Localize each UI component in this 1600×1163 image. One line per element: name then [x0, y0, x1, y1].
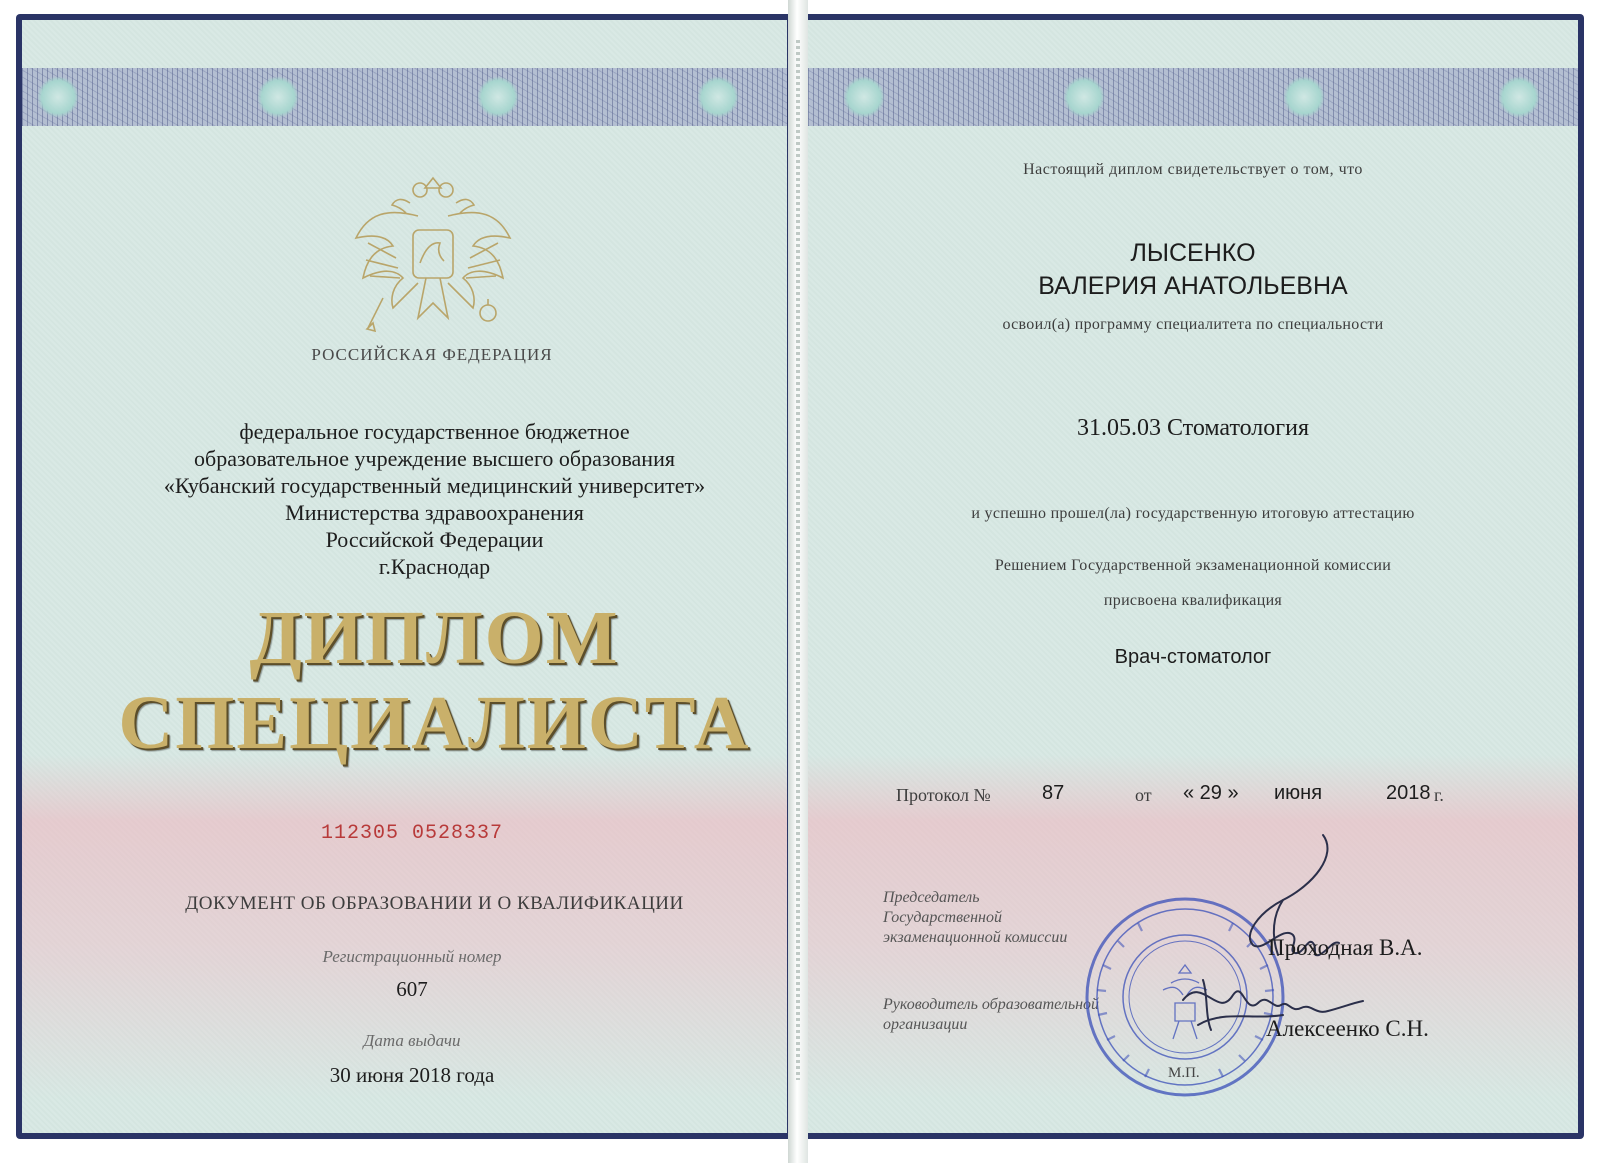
- registration-number: 607: [396, 977, 428, 1001]
- attestation-text: и успешно прошел(ла) государственную итоговую аттестацию: [971, 505, 1415, 522]
- rosette-ornament: [697, 76, 739, 118]
- chair-label-line: Председатель: [883, 889, 980, 906]
- protocol-day: « 29 »: [1183, 782, 1239, 804]
- commission-decision-text: Решением Государственной экзаменационной комиссии: [994, 557, 1392, 574]
- rosette-ornament: [1498, 76, 1540, 118]
- guilloche-band: [808, 68, 1578, 126]
- rosette-ornament: [1283, 76, 1325, 118]
- left-page: [22, 20, 787, 1133]
- rosette-ornament: [257, 76, 299, 118]
- rosette-ornament: [843, 76, 885, 118]
- serial-number: 112305 0528337: [320, 822, 504, 845]
- institution-block: [82, 418, 787, 580]
- issue-date: 30 июня 2018 года: [329, 1063, 495, 1087]
- document-type: ДОКУМЕНТ ОБ ОБРАЗОВАНИИ И О КВАЛИФИКАЦИИ: [185, 893, 684, 914]
- qualification-assigned-text: присвоена квалификация: [1103, 592, 1283, 609]
- holder-surname: ЛЫСЕНКО: [1130, 239, 1256, 267]
- protocol-year-suffix: г.: [1434, 785, 1444, 805]
- seal-place-mark: М.П.: [1168, 1065, 1200, 1081]
- holder-given-names: ВАЛЕРИЯ АНАТОЛЬЕВНА: [1038, 272, 1348, 300]
- guilloche-band: [22, 68, 787, 126]
- protocol-label: Протокол №: [896, 785, 991, 805]
- right-page: [808, 20, 1578, 1133]
- rosette-ornament: [37, 76, 79, 118]
- institution-line: образовательное учреждение высшего образования: [194, 446, 675, 471]
- chair-name: Проходная В.А.: [1268, 935, 1423, 960]
- head-label-line: организации: [883, 1016, 968, 1033]
- registration-label: Регистрационный номер: [322, 947, 502, 966]
- institution-line: Российской Федерации: [325, 527, 544, 552]
- certificate-intro: Настоящий диплом свидетельствует о том, что: [1023, 161, 1363, 178]
- diploma-title-line2: СПЕЦИАЛИСТА: [118, 681, 751, 765]
- head-name: Алексеенко С.Н.: [1266, 1016, 1429, 1041]
- qualification: Врач-стоматолог: [1114, 646, 1272, 668]
- protocol-month: июня: [1274, 782, 1323, 804]
- rosette-ornament: [1063, 76, 1105, 118]
- institution-line: «Кубанский государственный медицинский университет»: [163, 473, 706, 498]
- protocol-from-label: от: [1135, 785, 1152, 805]
- mastered-program-text: освоил(а) программу специалитета по специальности: [1002, 316, 1384, 333]
- issue-date-label: Дата выдачи: [363, 1031, 461, 1050]
- institution-line: Министерства здравоохранения: [285, 500, 584, 525]
- country-name: РОССИЙСКАЯ ФЕДЕРАЦИЯ: [311, 345, 553, 364]
- institution-line: г.Краснодар: [378, 554, 491, 579]
- diploma-title-line1: ДИПЛОМ: [249, 596, 620, 680]
- specialty: 31.05.03 Стоматология: [1076, 415, 1310, 441]
- rosette-ornament: [477, 76, 519, 118]
- institution-line: федеральное государственное бюджетное: [239, 419, 630, 444]
- coat-of-arms-emblem: [348, 168, 518, 343]
- protocol-year: 2018: [1386, 782, 1431, 804]
- chair-label-line: экзаменационной комиссии: [883, 929, 1068, 946]
- binding-cord: [788, 0, 808, 1163]
- chair-label-line: Государственной: [883, 909, 1002, 926]
- head-label-line: Руководитель образовательной: [883, 996, 1100, 1013]
- protocol-number: 87: [1042, 782, 1065, 804]
